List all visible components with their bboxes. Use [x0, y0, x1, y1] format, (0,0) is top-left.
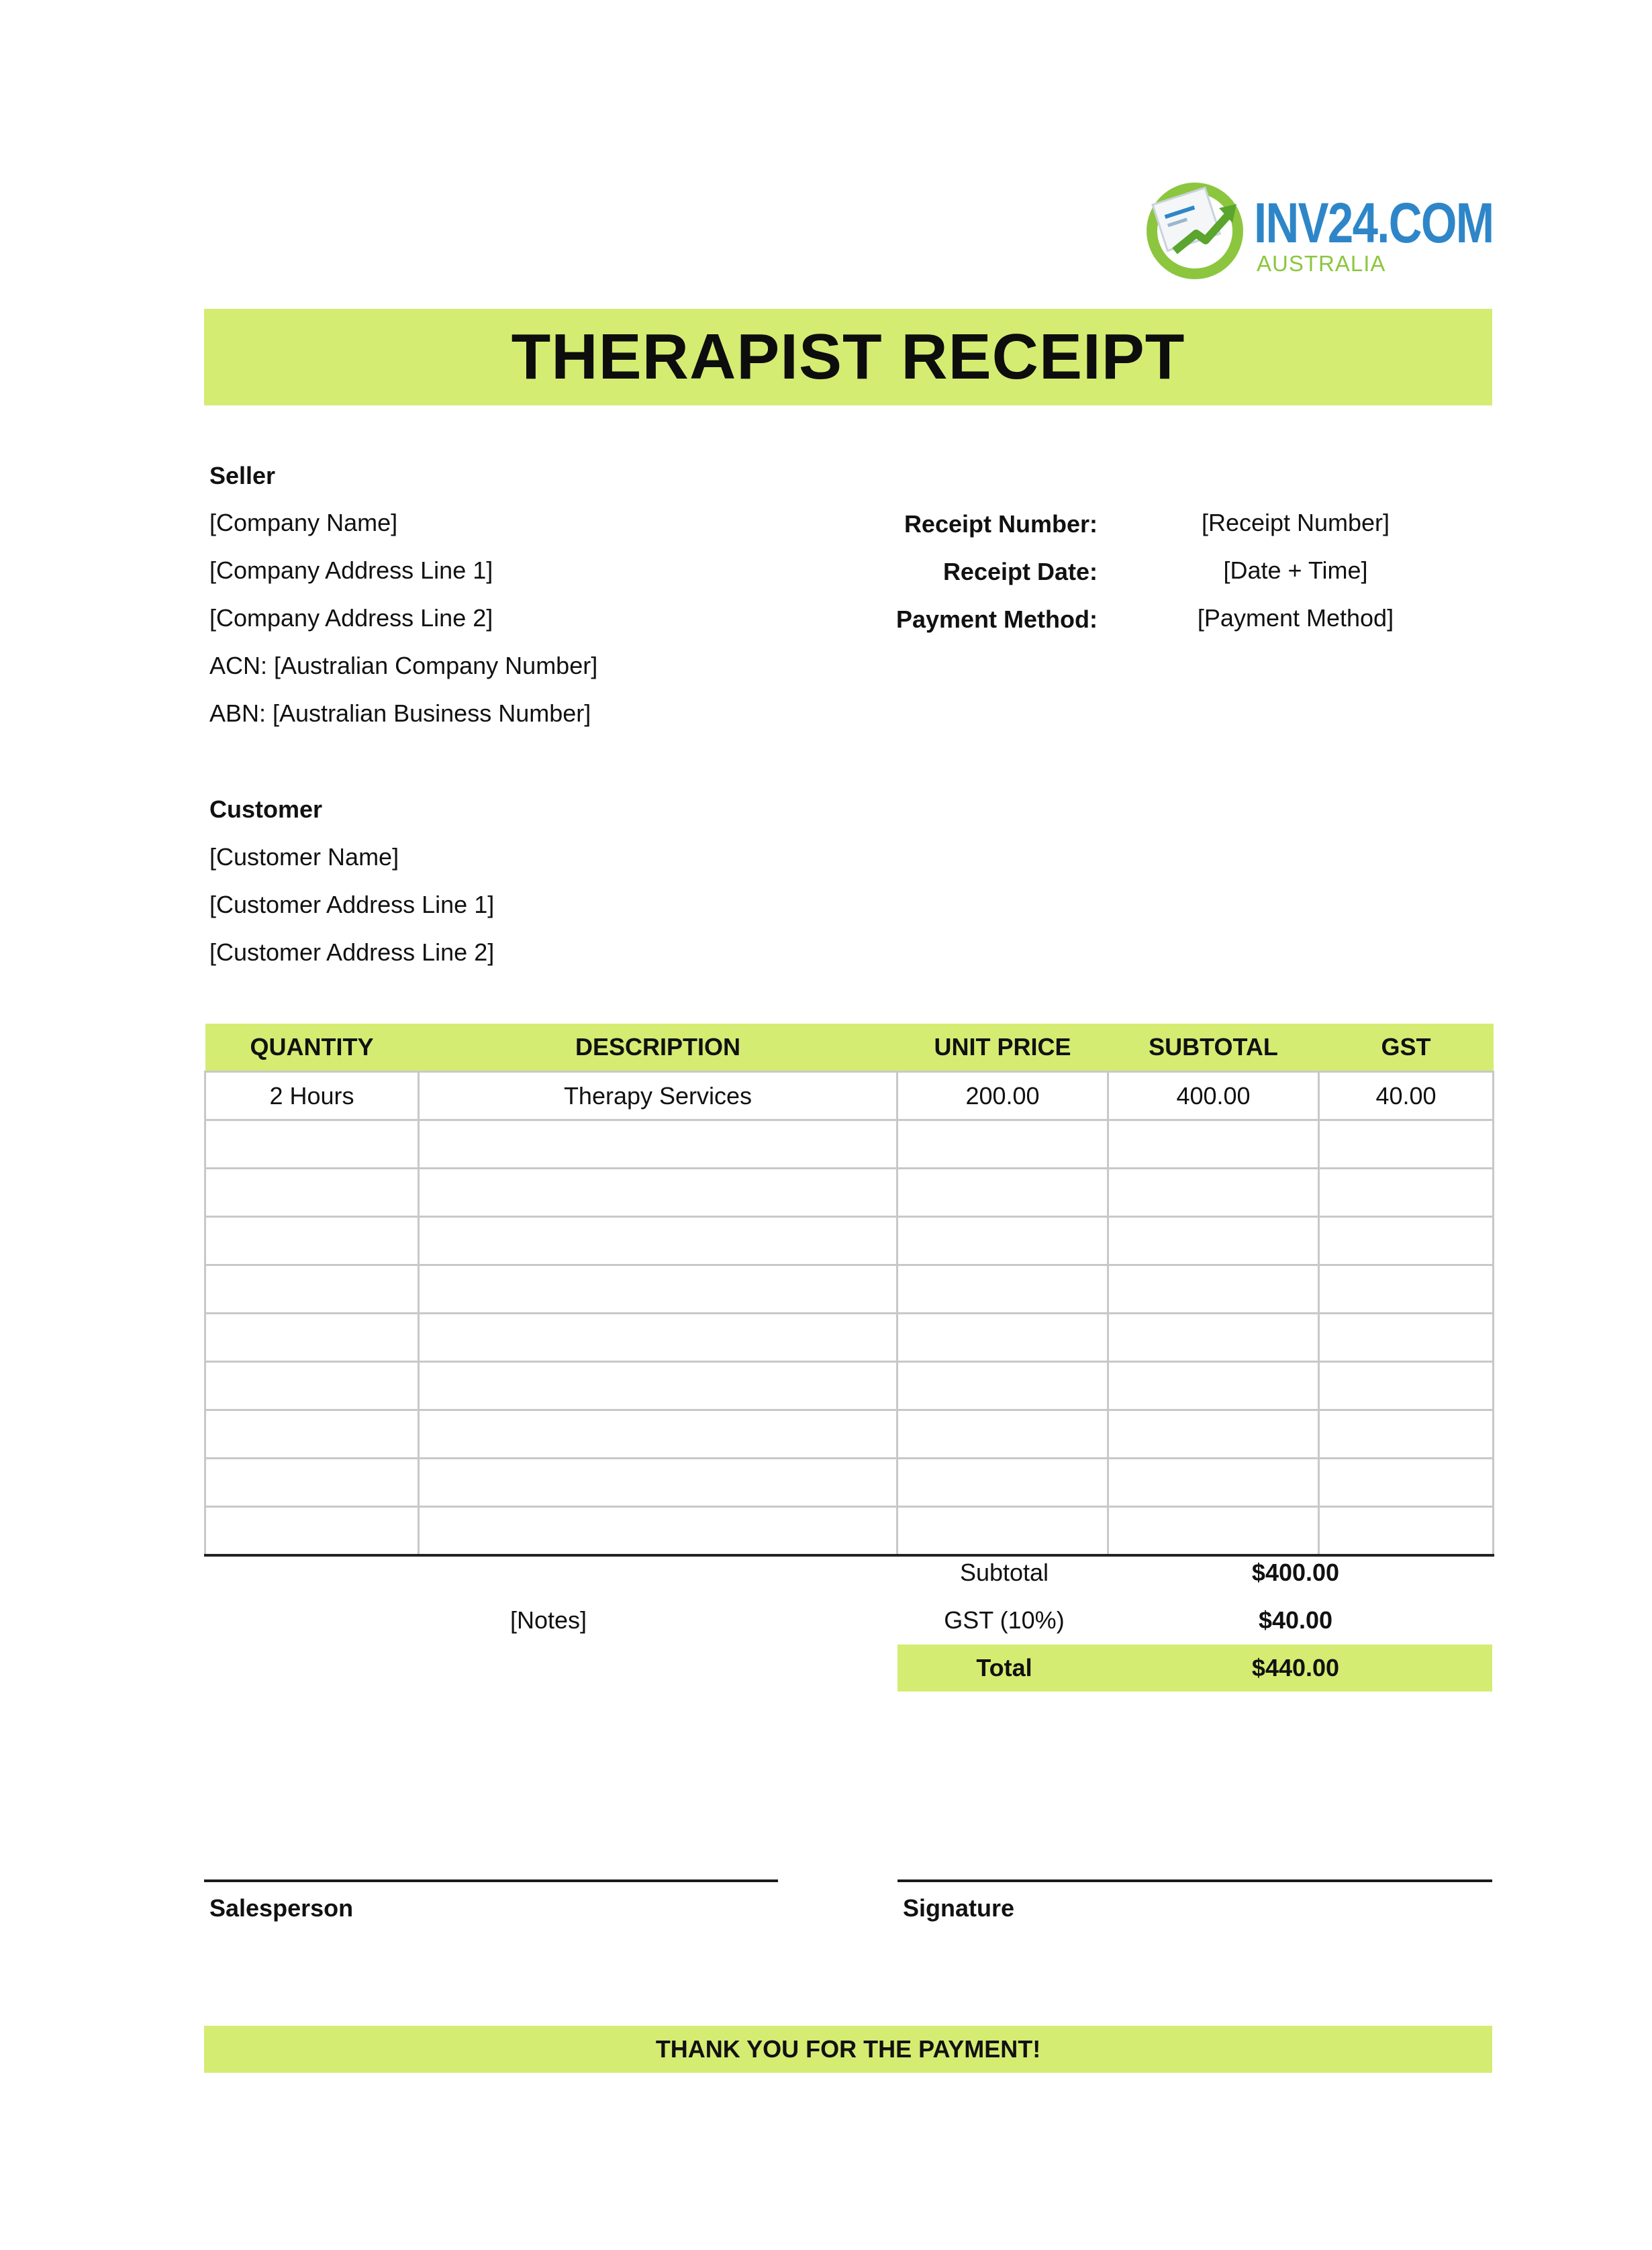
description-cell: Therapy Services [419, 1072, 897, 1120]
seller-address-line-1: [Company Address Line 1] [209, 556, 493, 584]
table-row [205, 1507, 1494, 1556]
salesperson-line [204, 1879, 778, 1882]
items-table [204, 1024, 1494, 1557]
subtotal-cell [1108, 1217, 1319, 1265]
unit-price-cell [897, 1314, 1108, 1362]
gst-cell [1319, 1169, 1494, 1217]
gst-cell [1319, 1265, 1494, 1314]
description-cell [419, 1362, 897, 1410]
quantity-cell [205, 1410, 419, 1459]
description-cell [419, 1459, 897, 1507]
subtotal-cell [1108, 1120, 1319, 1169]
payment-method-label: Payment Method: [895, 605, 1098, 633]
table-row [205, 1459, 1494, 1507]
total-value: $440.00 [1251, 1654, 1340, 1681]
notes-text: [Notes] [510, 1606, 587, 1634]
table-row [205, 1072, 1494, 1120]
subtotal-cell: 400.00 [1108, 1072, 1319, 1120]
subtotal-cell [1108, 1169, 1319, 1217]
description-cell [419, 1169, 897, 1217]
gst-cell [1319, 1362, 1494, 1410]
logo-wordmark: INV24.COM [1254, 191, 1494, 254]
gst-cell [1319, 1507, 1494, 1556]
receipt-number-label: Receipt Number: [904, 510, 1098, 538]
header-gst: GST [1319, 1024, 1494, 1072]
subtotal-cell [1108, 1410, 1319, 1459]
subtotal-cell [1108, 1265, 1319, 1314]
unit-price-cell [897, 1169, 1108, 1217]
gst-cell [1319, 1314, 1494, 1362]
payment-method-value: [Payment Method] [1197, 604, 1394, 632]
unit-price-cell [897, 1507, 1108, 1556]
customer-heading: Customer [209, 795, 323, 823]
header-subtotal: SUBTOTAL [1108, 1024, 1319, 1072]
table-row [205, 1314, 1494, 1362]
table-header-row [205, 1024, 1494, 1072]
receipt-number-value: [Receipt Number] [1201, 509, 1390, 536]
table-row [205, 1169, 1494, 1217]
gst-cell: 40.00 [1319, 1072, 1494, 1120]
unit-price-cell [897, 1120, 1108, 1169]
page-title: THERAPIST RECEIPT [511, 321, 1185, 393]
logo-region: AUSTRALIA [1257, 251, 1386, 276]
thank-you-text: THANK YOU FOR THE PAYMENT! [655, 2035, 1041, 2063]
quantity-cell [205, 1314, 419, 1362]
customer-address-line-1: [Customer Address Line 1] [209, 891, 495, 918]
document-with-rising-arrow-icon [1141, 176, 1249, 283]
unit-price-cell [897, 1265, 1108, 1314]
seller-abn: ABN: [Australian Business Number] [209, 699, 591, 727]
salesperson-label: Salesperson [209, 1894, 354, 1922]
gst-label: GST (10%) [944, 1606, 1065, 1634]
header-description: DESCRIPTION [419, 1024, 897, 1072]
quantity-cell [205, 1507, 419, 1556]
gst-cell [1319, 1459, 1494, 1507]
subtotal-cell [1108, 1507, 1319, 1556]
description-cell [419, 1217, 897, 1265]
thank-you-band [204, 2026, 1492, 2073]
quantity-cell: 2 Hours [205, 1072, 419, 1120]
subtotal-cell [1108, 1459, 1319, 1507]
subtotal-value: $400.00 [1251, 1559, 1340, 1586]
receipt-date-label: Receipt Date: [942, 558, 1098, 585]
customer-name: [Customer Name] [209, 843, 399, 871]
gst-cell [1319, 1410, 1494, 1459]
subtotal-cell [1108, 1314, 1319, 1362]
unit-price-cell: 200.00 [897, 1072, 1108, 1120]
customer-address-line-2: [Customer Address Line 2] [209, 938, 495, 966]
description-cell [419, 1265, 897, 1314]
quantity-cell [205, 1120, 419, 1169]
table-row [205, 1410, 1494, 1459]
subtotal-cell [1108, 1362, 1319, 1410]
gst-cell [1319, 1120, 1494, 1169]
total-label: Total [976, 1654, 1032, 1681]
description-cell [419, 1410, 897, 1459]
seller-acn: ACN: [Australian Company Number] [209, 652, 598, 679]
signature-label: Signature [903, 1894, 1015, 1922]
company-logo [1141, 176, 1494, 283]
description-cell [419, 1120, 897, 1169]
quantity-cell [205, 1265, 419, 1314]
receipt-date-value: [Date + Time] [1223, 556, 1368, 584]
quantity-cell [205, 1362, 419, 1410]
table-row [205, 1265, 1494, 1314]
quantity-cell [205, 1459, 419, 1507]
title-band [204, 309, 1492, 405]
table-row [205, 1120, 1494, 1169]
subtotal-label: Subtotal [959, 1559, 1049, 1586]
quantity-cell [205, 1217, 419, 1265]
unit-price-cell [897, 1459, 1108, 1507]
gst-cell [1319, 1217, 1494, 1265]
unit-price-cell [897, 1217, 1108, 1265]
signature-line [897, 1879, 1492, 1882]
seller-company-name: [Company Name] [209, 509, 398, 536]
header-quantity: QUANTITY [205, 1024, 419, 1072]
table-row [205, 1217, 1494, 1265]
seller-address-line-2: [Company Address Line 2] [209, 604, 493, 632]
description-cell [419, 1314, 897, 1362]
quantity-cell [205, 1169, 419, 1217]
header-unit-price: UNIT PRICE [897, 1024, 1108, 1072]
description-cell [419, 1507, 897, 1556]
gst-value: $40.00 [1258, 1606, 1333, 1634]
seller-heading: Seller [209, 462, 276, 489]
unit-price-cell [897, 1410, 1108, 1459]
table-row [205, 1362, 1494, 1410]
unit-price-cell [897, 1362, 1108, 1410]
